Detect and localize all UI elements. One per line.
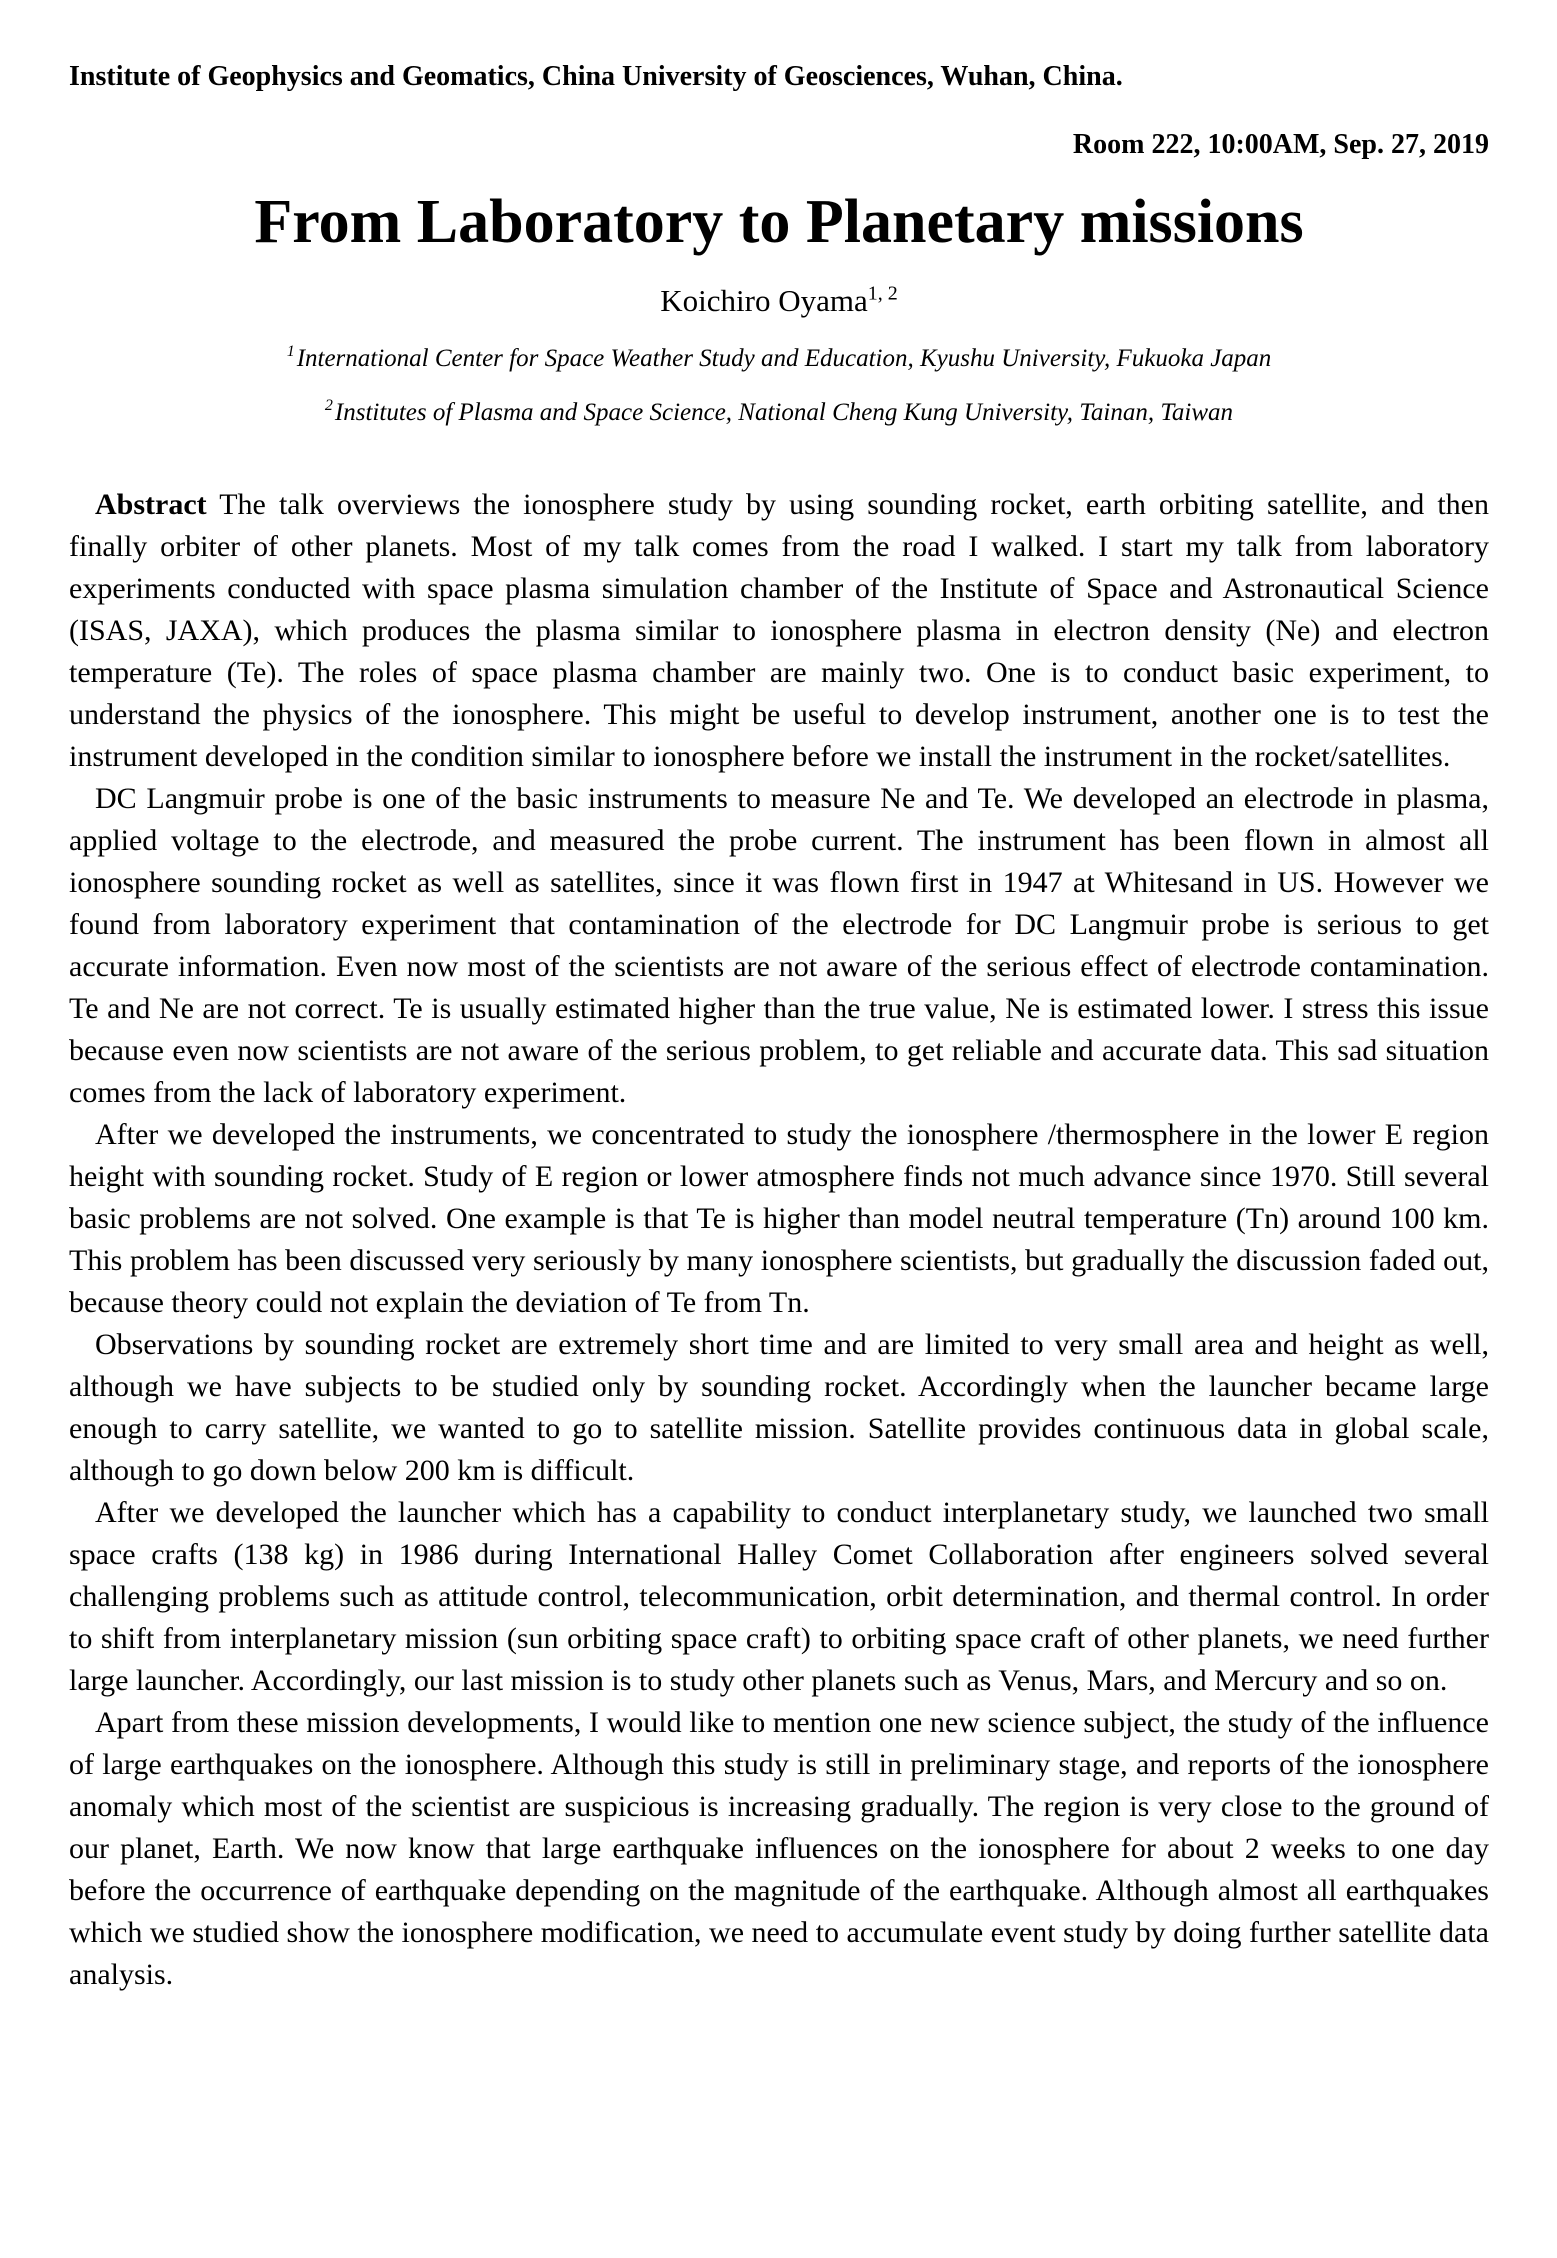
affiliation-marker-1: 1 bbox=[286, 343, 295, 361]
institute-line: Institute of Geophysics and Geomatics, China University of Geosciences, Wuhan, China. bbox=[69, 61, 1123, 92]
author-name: Koichiro Oyama bbox=[660, 283, 868, 319]
paragraph-3: After we developed the instruments, we concentrated to study the ionosphere /thermosphere in the lower E region height with sounding rocket. Study of E region or lower atmosphere finds not much advance since 1970. Still several basic problems are not solved. One example is that Te is higher than model neutral temperature (Tn) around 100 km. This problem has been discussed very seriously by many ionosphere scientists, but gradually the discussion faded out, because theory could not explain the deviation of Te from Tn. bbox=[69, 1117, 1489, 1319]
paragraph-6: Apart from these mission developments, I would like to mention one new science subject, the study of the influence of large earthquakes on the ionosphere. Although this study is still in preliminary stage, and reports of the ionosphere anomaly which most of the scientist are suspicious is increasing gradually. The region is very close to the ground of our planet, Earth. We now know that large earthquake influences on the ionosphere for about 2 weeks to one day before the occurrence of earthquake depending on the magnitude of the earthquake. Although almost all earthquakes which we studied show the ionosphere modification, we need to accumulate event study by doing further satellite data analysis. bbox=[69, 1705, 1489, 1991]
affiliation-text-1: International Center for Space Weather Study and Education, Kyushu University, Fukuoka Japan bbox=[296, 344, 1272, 372]
paragraph-2: DC Langmuir probe is one of the basic instruments to measure Ne and Te. We developed an electrode in plasma, applied voltage to the electrode, and measured the probe current. The instrument has been flown in almost all ionosphere sounding rocket as well as satellites, since it was flown first in 1947 at Whitesand in US. However we found from laboratory experiment that contamination of the electrode for DC Langmuir probe is serious to get accurate information. Even now most of the scientists are not aware of the serious effect of electrode contamination. Te and Ne are not correct. Te is usually estimated higher than the true value, Ne is estimated lower. I stress this issue because even now scientists are not aware of the serious problem, to get reliable and accurate data. This sad situation comes from the lack of laboratory experiment. bbox=[69, 781, 1489, 1109]
affiliation-text-2: Institutes of Plasma and Space Science, National Cheng Kung University, Tainan, Taiwan bbox=[334, 398, 1234, 426]
abstract-paragraph bbox=[69, 484, 1489, 778]
paragraph-4: Observations by sounding rocket are extremely short time and are limited to very small area and height as well, although we have subjects to be studied only by sounding rocket. Accordingly when the launcher became large enough to carry satellite, we wanted to go to satellite mission. Satellite provides continuous data in global scale, although to go down below 200 km is difficult. bbox=[69, 1327, 1489, 1487]
author-line bbox=[69, 282, 1489, 319]
paragraph-5: After we developed the launcher which has a capability to conduct interplanetary study, we launched two small space crafts (138 kg) in 1986 during International Halley Comet Collaboration after engineers solved several challenging problems such as attitude control, telecommunication, orbit determination, and thermal control. In order to shift from interplanetary mission (sun orbiting space craft) to orbiting space craft of other planets, we need further large launcher. Accordingly, our last mission is to study other planets such as Venus, Mars, and Mercury and so on. bbox=[69, 1495, 1489, 1697]
paragraph-text-1: The talk overviews the ionosphere study by using sounding rocket, earth orbiting satellite, and then finally orbiter of other planets. Most of my talk comes from the road I walked. I start my talk from laboratory experiments conducted with space plasma simulation chamber of the Institute of Space and Astronautical Science (ISAS, JAXA), which produces the plasma similar to ionosphere plasma in electron density (Ne) and electron temperature (Te). The roles of space plasma chamber are mainly two. One is to conduct basic experiment, to understand the physics of the ionosphere. This might be useful to develop instrument, another one is to test the instrument developed in the condition similar to ionosphere before we install the instrument in the rocket/satellites. bbox=[69, 487, 1489, 773]
venue-line: Room 222, 10:00AM, Sep. 27, 2019 bbox=[1072, 128, 1489, 160]
document-title: From Laboratory to Planetary missions bbox=[254, 188, 1304, 257]
abstract-body bbox=[69, 484, 1489, 1996]
author-affiliation-markers: 1, 2 bbox=[867, 283, 898, 306]
abstract-label: Abstract bbox=[95, 487, 207, 521]
affiliation-line-2 bbox=[69, 398, 1489, 428]
affiliation-line-1 bbox=[69, 344, 1489, 374]
affiliation-marker-2: 2 bbox=[324, 397, 333, 415]
